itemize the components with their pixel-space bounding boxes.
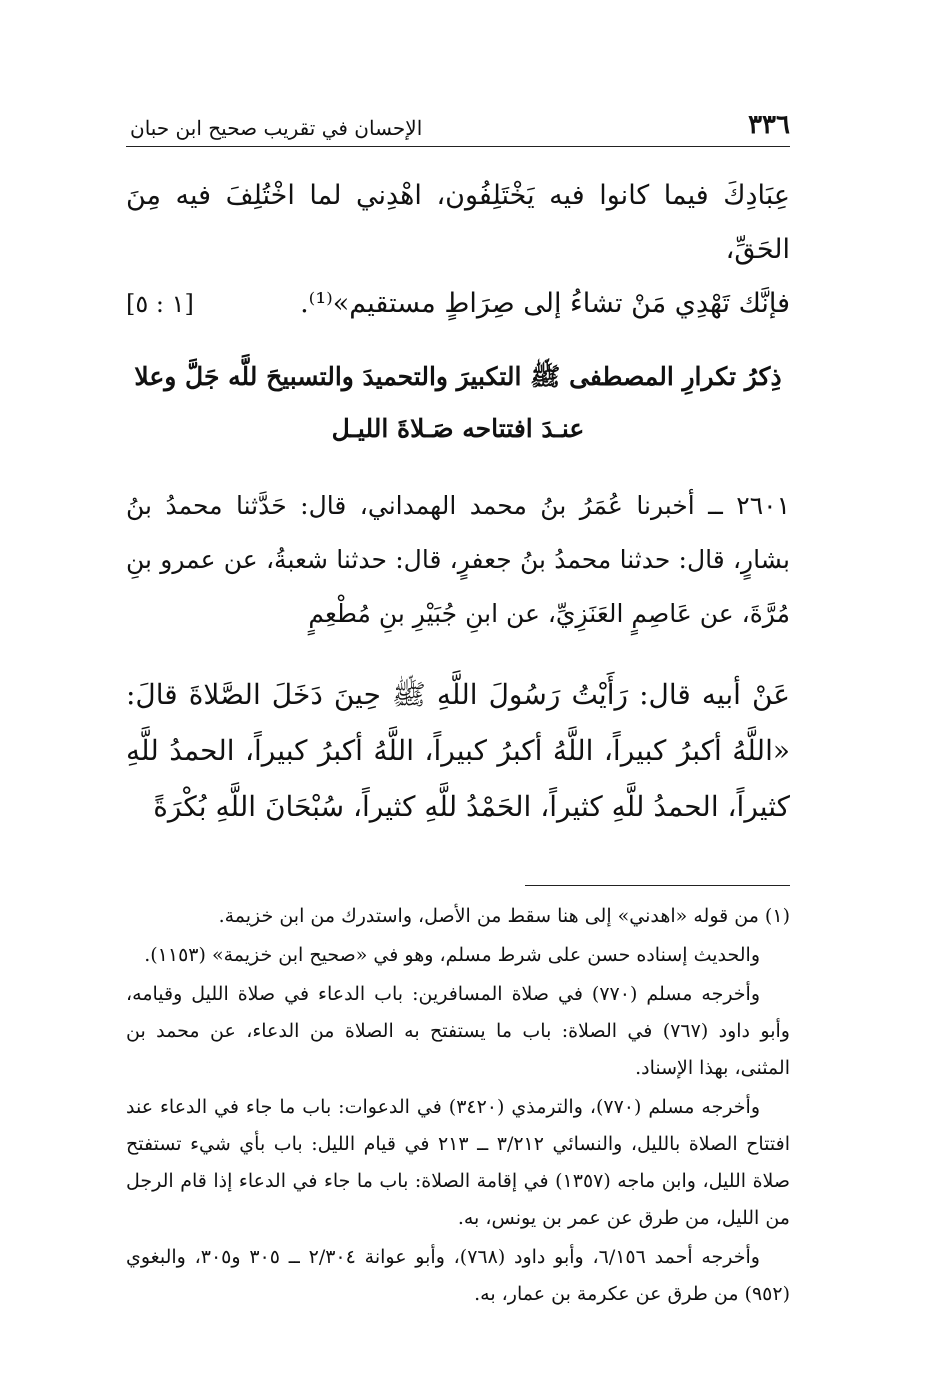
hadith-isnad: ٢٦٠١ ــ أخبرنا عُمَرُ بنُ محمد الهمداني، قال: حَدَّثنا محمدُ بنُ بشارٍ، قال: حدثنا محمدُ بنُ جعفرٍ، قال: حدثنا شعبةُ، عن عمرو بنِ مُرَّةَ، عن عَاصِمٍ العَنَزِيِّ، عن ابنِ جُبَيْرِ بنِ مُطْعِمٍ [126, 491, 790, 628]
section-heading-line-1: ذِكرُ تكرارِ المصطفى ﷺ التكبيرَ والتحميدَ والتسبيحَ للَّه جَلَّ وعلا [134, 362, 782, 391]
section-heading [126, 351, 790, 455]
footnote-para-5: وأخرجه أحمد ٦/١٥٦، وأبو داود (٧٦٨)، وأبو عوانة ٢/٣٠٤ ــ ٣٠٥ و٣٠٥، والبغوي (٩٥٢) من طرق عن عكرمة بن عمار، به. [126, 1246, 790, 1305]
page-number: ٣٣٦ [748, 110, 790, 140]
continued-text [126, 169, 790, 331]
footnote-separator [525, 885, 790, 886]
hadith-matn: عَنْ أبيه قال: رَأَيْتُ رَسُولَ اللَّهِ ﷺ حِينَ دَخَلَ الصَّلاةَ قالَ: «اللَّهُ أكبرُ كبيراً، اللَّهُ أكبرُ كبيراً، اللَّهُ أكبرُ كبيراً، الحمدُ للَّهِ كثيراً، الحمدُ للَّهِ كثيراً، الحَمْدُ للَّهِ كثيراً، سُبْحَانَ اللَّهِ بُكْرَةً [126, 678, 790, 823]
footnotes [126, 898, 790, 1313]
header-rule [126, 146, 790, 147]
book-page [126, 96, 790, 1315]
section-heading-line-2: عنـدَ افتتاحه صَـلاةَ الليـل [331, 414, 585, 443]
footnote-para-3: وأخرجه مسلم (٧٧٠) في صلاة المسافرين: باب الدعاء في صلاة الليل وقيامه، وأبو داود (٧٦٧) في الصلاة: باب ما يستفتح به الصلاة من الدعاء، عن محمد بن المثنى، بهذا الإسناد. [126, 983, 790, 1079]
hadith-classification-ref: [١ : ٥] [126, 290, 194, 318]
continued-text-line-2-row [126, 277, 790, 331]
continued-text-line-2: فإنَّك تَهْدِي مَنْ تشاءُ إلى صِرَاطٍ مستقيم»⁽¹⁾. [300, 288, 790, 319]
footnote-para-2: والحديث إسناده حسن على شرط مسلم، وهو في «صحيح ابن خزيمة» (١١٥٣). [144, 944, 760, 966]
running-title: الإحسان في تقريب صحيح ابن حبان [130, 116, 423, 140]
footnote-separator-wrap [126, 863, 790, 898]
footnote-1: (١) من قوله «اهدني» إلى هنا سقط من الأصل، واستدرك من ابن خزيمة. [218, 905, 790, 927]
continued-text-line-1: عِبَادِكَ فيما كانوا فيه يَخْتَلِفُون، اهْدِني لما اخْتُلِفَ فيه مِنَ الحَقِّ، [126, 180, 790, 265]
footnote-para-4: وأخرجه مسلم (٧٧٠)، والترمذي (٣٤٢٠) في الدعوات: باب ما جاء في الدعاء عند افتتاح الصلاة بالليل، والنسائي ٣/٢١٢ ــ ٢١٣ في قيام الليل: باب بأي شيء تستفتح صلاة الليل، وابن ماجه (١٣٥٧) في إقامة الصلاة: باب ما جاء في الدعاء إذا قام الرجل من الليل، من طرق عن عمر بن يونس، به. [126, 1096, 790, 1229]
page-header [126, 96, 790, 140]
